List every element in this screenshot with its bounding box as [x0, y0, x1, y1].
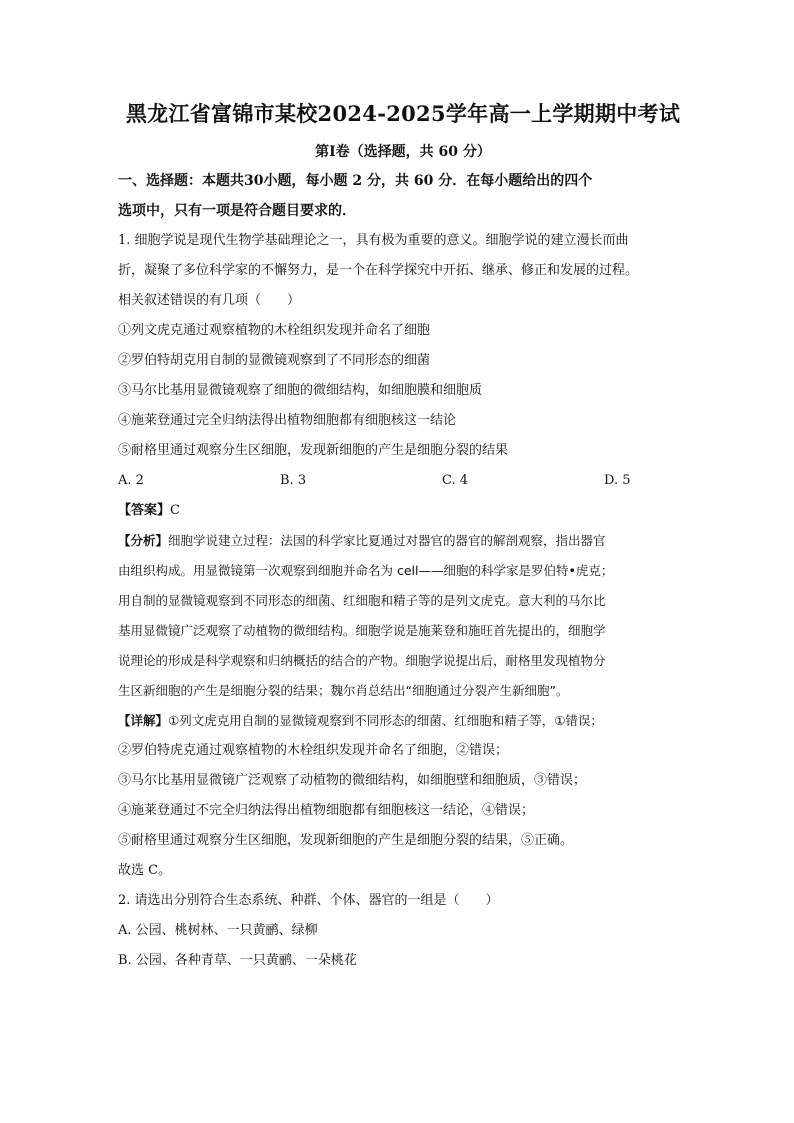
q1-stem-line-3: 相关叙述错误的有几项（ ） — [118, 293, 301, 308]
q1-option-b: B. 3 — [280, 473, 307, 488]
q1-statement-1: ①列文虎克通过观察植物的木栓组织发现并命名了细胞 — [118, 323, 431, 338]
answer-label: 【答案】 — [118, 503, 171, 518]
q1-analysis-line-6: 生区新细胞的产生是细胞分裂的结果；魏尔肖总结出“细胞通过分裂产生新细胞”。 — [118, 683, 569, 698]
q1-answer — [118, 496, 688, 526]
q1-analysis-line-1 — [118, 526, 688, 556]
section-heading-line-1: 一、选择题：本题共30小题，每小题 2 分，共 60 分．在每小题给出的四个 — [118, 173, 593, 189]
q2-stem: 2. 请选出分别符合生态系统、种群、个体、器官的一组是（ ） — [118, 893, 499, 908]
question-1 — [118, 226, 688, 886]
exam-title: 黑龙江省富锦市某校2024-2025学年高一上学期期中考试 — [125, 101, 681, 126]
section-heading — [118, 166, 688, 226]
q2-option-a: A. 公园、桃树林、一只黄鹂、绿柳 — [118, 923, 318, 938]
q1-analysis-line-3: 用自制的显微镜观察到不同形态的细菌、红细胞和精子等的是列文虎克。意大利的马尔比 — [118, 593, 606, 608]
q1-detail-line-5: ⑤耐格里通过观察分生区细胞，发现新细胞的产生是细胞分裂的结果，⑤正确。 — [118, 833, 574, 848]
detail-label: 【详解】 — [118, 713, 169, 728]
q1-detail-line-3: ③马尔比基用显微镜广泛观察了动植物的微细结构，如细胞壁和细胞质，③错误； — [118, 773, 587, 788]
q1-conclusion: 故选 C。 — [118, 863, 172, 878]
q1-stem-line-1: 1. 细胞学说是现代生物学基础理论之一，具有极为重要的意义。细胞学说的建立漫长而曲 — [118, 233, 629, 248]
q1-detail-line-4: ④施莱登通过不完全归纳法得出植物细胞都有细胞核这一结论，④错误； — [118, 803, 535, 818]
detail-text-1: ①列文虎克用自制的显微镜观察到不同形态的细菌、红细胞和精子等，①错误； — [168, 713, 603, 728]
q1-statement-4: ④施莱登通过完全归纳法得出植物细胞都有细胞核这一结论 — [118, 413, 457, 428]
q1-detail-line-2: ②罗伯特虎克通过观察植物的木栓组织发现并命名了细胞，②错误； — [118, 743, 509, 758]
q1-analysis-line-2: 由组织构成。用显微镜第一次观察到细胞并命名为 cell——细胞的科学家是罗伯特•虎克； — [118, 563, 614, 578]
q1-analysis-line-5: 说理论的形成是科学观察和归纳概括的结合的产物。细胞学说提出后，耐格里发现植物分 — [118, 653, 606, 668]
q1-detail-line-1 — [118, 706, 688, 736]
q1-option-a: A. 2 — [118, 473, 144, 488]
q1-stem-line-2: 折，凝聚了多位科学家的不懈努力，是一个在科学探究中开拓、继承、修正和发展的过程。 — [118, 263, 639, 278]
exam-page — [118, 100, 688, 976]
q1-analysis-line-4: 基用显微镜广泛观察了动植物的微细结构。细胞学说是施莱登和施旺首先提出的，细胞学 — [118, 623, 606, 638]
exam-subtitle: 第Ⅰ卷（选择题，共 60 分） — [315, 144, 491, 160]
analysis-label: 【分析】 — [118, 533, 169, 548]
q1-option-c: C. 4 — [442, 473, 469, 488]
answer-value: C — [170, 503, 180, 518]
q1-statement-5: ⑤耐格里通过观察分生区细胞，发现新细胞的产生是细胞分裂的结果 — [118, 443, 509, 458]
q2-option-b: B. 公园、各种青草、一只黄鹂、一朵桃花 — [118, 953, 357, 968]
q1-statement-2: ②罗伯特胡克用自制的显微镜观察到了不同形态的细菌 — [118, 353, 431, 368]
analysis-text-1: 细胞学说建立过程：法国的科学家比夏通过对器官的器官的解剖观察，指出器官 — [168, 533, 606, 548]
section-heading-line-2: 选项中，只有一项是符合题目要求的． — [118, 203, 356, 219]
question-2 — [118, 886, 688, 976]
q1-option-d: D. 5 — [604, 473, 631, 488]
q1-options — [118, 466, 688, 496]
q1-statement-3: ③马尔比基用显微镜观察了细胞的微细结构，如细胞膜和细胞质 — [118, 383, 483, 398]
